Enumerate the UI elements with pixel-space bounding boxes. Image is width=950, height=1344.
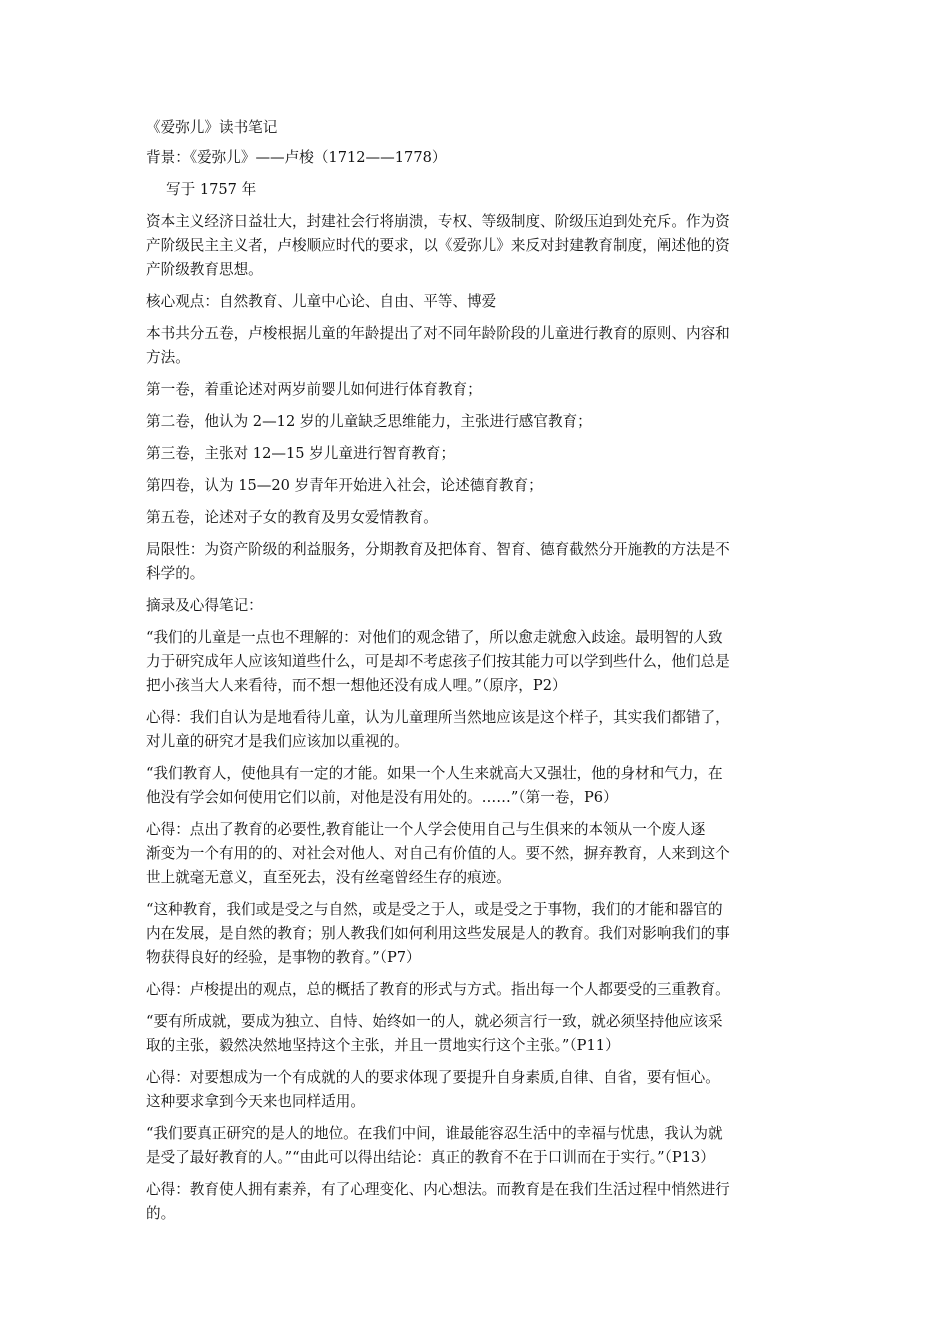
text-line: 对儿童的研究才是我们应该加以重视的。: [146, 733, 409, 750]
paragraph: [146, 178, 856, 202]
text-line: “我们要真正研究的是人的地位。在我们中间，谁最能容忍生活中的幸福与忧患，我认为就: [146, 1125, 723, 1142]
text-line: “我们教育人，使他具有一定的才能。如果一个人生来就高大又强壮，他的身材和气力，在: [146, 765, 723, 782]
paragraph: [146, 706, 856, 754]
text-line: 力于研究成年人应该知道些什么，可是却不考虑孩子们按其能力可以学到些什么，他们总是: [146, 653, 730, 670]
text-line: 取的主张，毅然决然地坚持这个主张，并且一贯地实行这个主张。”（P11）: [146, 1037, 620, 1054]
paragraph: [146, 290, 856, 314]
text-line: 心得：我们自认为是地看待儿童，认为儿童理所当然地应该是这个样子，其实我们都错了，: [146, 709, 730, 726]
paragraph: [146, 474, 856, 498]
paragraph: [146, 626, 856, 698]
document-title: [146, 116, 856, 140]
text-line: 这种要求拿到今天来也同样适用。: [146, 1093, 365, 1110]
document-body: [146, 116, 856, 1234]
text-line: 产阶级民主主义者，卢梭顺应时代的要求，以《爱弥儿》来反对封建教育制度，阐述他的资: [146, 237, 730, 254]
text-line: 的。: [146, 1205, 176, 1222]
paragraph: [146, 762, 856, 810]
text-line: 心得：对要想成为一个有成就的人的要求体现了要提升自身素质,自律、自省，要有恒心。: [146, 1069, 720, 1086]
paragraph: [146, 1178, 856, 1226]
text-line: 第一卷，着重论述对两岁前婴儿如何进行体育教育；: [146, 381, 482, 398]
paragraph: [146, 410, 856, 434]
paragraph: [146, 506, 856, 530]
text-line: 本书共分五卷，卢梭根据儿童的年龄提出了对不同年龄阶段的儿童进行教育的原则、内容和: [146, 325, 730, 342]
text-line: 把小孩当大人来看待，而不想一想他还没有成人哩。”（原序，P2）: [146, 677, 567, 694]
paragraph: [146, 1066, 856, 1114]
paragraph: [146, 1122, 856, 1170]
paragraph: [146, 378, 856, 402]
paragraph: [146, 818, 856, 890]
paragraph: [146, 322, 856, 370]
text-line: 是受了最好教育的人。”“由此可以得出结论：真正的教育不在于口训而在于实行。”（P13）: [146, 1149, 715, 1166]
text-line: 科学的。: [146, 565, 205, 582]
text-line: 局限性：为资产阶级的利益服务，分期教育及把体育、智育、德育截然分开施教的方法是不: [146, 541, 730, 558]
text-line: 资本主义经济日益壮大，封建社会行将崩溃，专权、等级制度、阶级压迫到处充斥。作为资: [146, 213, 730, 230]
paragraph: [146, 594, 856, 618]
text-line: 产阶级教育思想。: [146, 261, 263, 278]
text-line: 心得：教育使人拥有素养，有了心理变化、内心想法。而教育是在我们生活过程中悄然进行: [146, 1181, 730, 1198]
text-line: 他没有学会如何使用它们以前，对他是没有用处的。……”（第一卷，P6）: [146, 789, 618, 806]
text-line: 内在发展，是自然的教育；别人教我们如何利用这些发展是人的教育。我们对影响我们的事: [146, 925, 730, 942]
text-line: 第四卷，认为 15—20 岁青年开始进入社会，论述德育教育；: [146, 477, 543, 494]
paragraph: [146, 898, 856, 970]
text-line: 摘录及心得笔记：: [146, 597, 263, 614]
text-line: 物获得良好的经验，是事物的教育。”（P7）: [146, 949, 421, 966]
text-line: 心得：点出了教育的必要性,教育能让一个人学会使用自己与生俱来的本领从一个废人逐: [146, 821, 706, 838]
paragraph: [146, 538, 856, 586]
text-line: 心得：卢梭提出的观点，总的概括了教育的形式与方式。指出每一个人都要受的三重教育。: [146, 981, 730, 998]
text-line: 背景：《爱弥儿》——卢梭（1712——1778）: [146, 149, 447, 166]
text-line: 核心观点：自然教育、儿童中心论、自由、平等、博爱: [146, 293, 497, 310]
text-line: “要有所成就，要成为独立、自恃、始终如一的人，就必须言行一致，就必须坚持他应该采: [146, 1013, 723, 1030]
text-line: 方法。: [146, 349, 190, 366]
text-line: 渐变为一个有用的的、对社会对他人、对自己有价值的人。要不然，摒弃教育，人来到这个: [146, 845, 730, 862]
text-line: 第二卷，他认为 2—12 岁的儿童缺乏思维能力，主张进行感官教育；: [146, 413, 592, 430]
text-line: 第五卷，论述对子女的教育及男女爱情教育。: [146, 509, 438, 526]
text-line: “我们的儿童是一点也不理解的：对他们的观念错了，所以愈走就愈入歧途。最明智的人致: [146, 629, 723, 646]
text-line: 第三卷，主张对 12—15 岁儿童进行智育教育；: [146, 445, 456, 462]
paragraph: [146, 210, 856, 282]
text-line: 写于 1757 年: [166, 181, 257, 198]
paragraph: [146, 978, 856, 1002]
paragraph: [146, 146, 856, 170]
text-line: “这种教育，我们或是受之与自然，或是受之于人，或是受之于事物，我们的才能和器官的: [146, 901, 723, 918]
text-line: 《爱弥儿》读书笔记: [146, 119, 278, 136]
paragraph: [146, 1010, 856, 1058]
text-line: 世上就毫无意义，直至死去，没有丝毫曾经生存的痕迹。: [146, 869, 511, 886]
paragraph: [146, 442, 856, 466]
